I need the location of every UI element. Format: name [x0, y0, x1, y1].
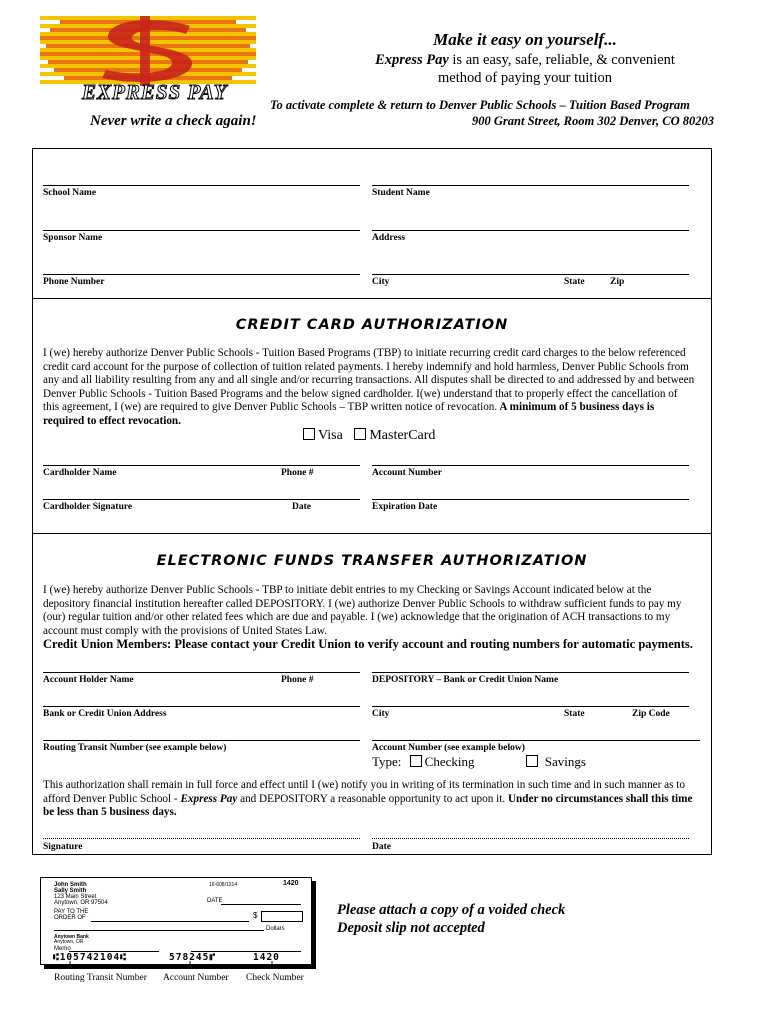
- check-bank2: Anytown, OR: [54, 939, 84, 945]
- check-written-amount-line: [54, 930, 264, 931]
- cc-terms-line: I (we) hereby authorize Denver Public Schools - Tuition Based Programs (TBP) to initiate recurring credit card charges to the below referenced: [43, 347, 686, 359]
- mastercard-label: MasterCard: [369, 428, 436, 443]
- eft-terms-line: account must comply with the provisions of United States Law.: [43, 624, 327, 637]
- savings-label: Savings: [544, 754, 586, 769]
- check-micr-account: 578245⑈: [169, 952, 217, 963]
- depository-label: DEPOSITORY – Bank or Credit Union Name: [372, 675, 559, 685]
- logo-wordmark: EXPRESS PAY: [82, 80, 228, 104]
- signature-line[interactable]: [43, 838, 360, 839]
- slogan: Never write a check again!: [90, 113, 257, 129]
- zip-label: Zip: [610, 277, 625, 287]
- bank-city-label: City: [372, 709, 390, 719]
- eft-phone-label: Phone #: [281, 675, 314, 685]
- eft-terms-line: (our) regular tuition and/or other related fees which are due and payable. I (we) acknowledge that the origination of ACH transactions to my: [43, 611, 671, 624]
- eft-title: ELECTRONIC FUNDS TRANSFER AUTHORIZATION: [156, 553, 588, 569]
- card-type-choices: [303, 428, 435, 444]
- check-name2: Sally Smith: [54, 888, 87, 894]
- type-label: Type:: [372, 754, 402, 769]
- sponsor-name-label: Sponsor Name: [43, 233, 103, 243]
- savings-checkbox[interactable]: [526, 755, 538, 767]
- phone-number-label: Phone Number: [43, 277, 105, 287]
- bank-state-label: State: [564, 709, 585, 719]
- headline: Make it easy on yourself...: [433, 30, 617, 49]
- cc-account-number-line[interactable]: [372, 465, 689, 466]
- cardholder-signature-label: Cardholder Signature: [43, 502, 133, 512]
- state-label: State: [564, 277, 585, 287]
- checking-label: Checking: [424, 754, 475, 769]
- eft-account-number-label: Account Number (see example below): [372, 743, 525, 753]
- cc-terms-bold: A minimum of 5 business days is: [497, 401, 655, 414]
- intro-text: [300, 51, 750, 87]
- check-dollars-label: Dollars: [266, 926, 285, 932]
- deposit-slip-note: Deposit slip not accepted: [337, 920, 485, 936]
- city-state-zip-line[interactable]: [372, 274, 689, 275]
- check-citystate: Anytown, OR 97504: [54, 900, 108, 906]
- student-name-label: Student Name: [372, 188, 430, 198]
- check-name1: John Smith: [54, 882, 87, 888]
- cc-date-label: Date: [292, 502, 311, 512]
- logo-stripes-graphic: [40, 16, 256, 86]
- credit-card-title: CREDIT CARD AUTHORIZATION: [235, 317, 509, 333]
- credit-union-note: Credit Union Members: Please contact your Credit Union to verify account and routing numbers for automatic payments.: [43, 637, 693, 651]
- intro-brand: Express Pay: [375, 52, 449, 68]
- check-payee-line: [91, 921, 249, 922]
- sponsor-name-line[interactable]: [43, 230, 360, 231]
- mastercard-checkbox[interactable]: [354, 428, 366, 440]
- bank-address-label: Bank or Credit Union Address: [43, 709, 167, 719]
- auth-bold: Under no circumstances shall this time: [507, 792, 693, 805]
- checking-checkbox[interactable]: [410, 755, 422, 767]
- cc-account-number-label: Account Number: [372, 468, 442, 478]
- routing-number-line[interactable]: [43, 740, 360, 741]
- visa-label: Visa: [318, 428, 343, 443]
- address-line[interactable]: [372, 230, 689, 231]
- attach-voided-check-note: Please attach a copy of a voided check: [337, 902, 566, 918]
- caption-account: Account Number: [163, 973, 229, 983]
- activate-instructions: To activate complete & return to Denver Public Schools – Tuition Based Program: [270, 98, 690, 112]
- expiration-date-label: Expiration Date: [372, 502, 438, 512]
- check-street: 123 Main Street: [54, 894, 97, 900]
- visa-checkbox[interactable]: [303, 428, 315, 440]
- caption-routing: Routing Transit Number: [54, 973, 147, 983]
- auth-line: and DEPOSITORY a reasonable opportunity to act upon it.: [237, 792, 508, 805]
- eft-terms: [43, 584, 703, 638]
- check-payto1: PAY TO THE: [54, 909, 89, 915]
- account-type-choices: [372, 754, 586, 770]
- caption-check: Check Number: [246, 973, 304, 983]
- cardholder-name-label: Cardholder Name: [43, 468, 117, 478]
- section-divider: [32, 298, 712, 299]
- check-fraction: 16-608/1314: [209, 882, 238, 888]
- address-label: Address: [372, 233, 406, 243]
- school-name-label: School Name: [43, 188, 97, 198]
- bank-city-state-zip-line[interactable]: [372, 706, 689, 707]
- bank-address-line[interactable]: [43, 706, 360, 707]
- check-micr-routing: ⑆105742104⑆: [53, 952, 127, 963]
- section-divider: [32, 533, 712, 534]
- auth-bold: be less than 5 business days.: [43, 806, 177, 819]
- bank-zip-label: Zip Code: [632, 709, 670, 719]
- cc-terms-line: Denver Public Schools - Tuition Based Programs and the below signed cardholder. I(we) understand that to properly effect the cancellation of: [43, 387, 678, 400]
- eft-terms-line: I (we) hereby authorize Denver Public Schools - TBP to initiate debit entries to my Checking or Savings Account indicated below at the: [43, 584, 652, 596]
- auth-line: afford Denver Public School -: [43, 792, 181, 805]
- check-payto2: ORDER OF: [54, 915, 86, 921]
- routing-number-label: Routing Transit Number (see example below): [43, 743, 227, 753]
- authorization-duration-text: [43, 779, 703, 820]
- check-pointer-lines: [40, 961, 320, 971]
- express-pay-logo: [40, 16, 256, 86]
- cc-terms-line: any and all liability resulting from any and all single and/or recurring transactions. All disputes shall be directed to and addressed by and between: [43, 374, 695, 387]
- check-caption-row: [40, 961, 320, 983]
- auth-line: This authorization shall remain in full force and effect until I (we) notify you in writing of its termination in such time and in such manner as to: [43, 779, 685, 791]
- phone-number-line[interactable]: [43, 274, 360, 275]
- signature-label: Signature: [43, 842, 83, 852]
- expiration-date-line[interactable]: [372, 499, 689, 500]
- cc-phone-label: Phone #: [281, 468, 314, 478]
- auth-brand: Express Pay: [180, 792, 238, 805]
- check-dollar-sign: $: [253, 911, 258, 920]
- account-holder-name-label: Account Holder Name: [43, 675, 134, 685]
- eft-date-line[interactable]: [372, 838, 689, 839]
- city-label: City: [372, 277, 390, 287]
- check-number-top: 1420: [283, 880, 299, 887]
- student-name-line[interactable]: [372, 185, 689, 186]
- school-name-line[interactable]: [43, 185, 360, 186]
- cardholder-name-line[interactable]: [43, 465, 360, 466]
- cc-terms-line: this agreement, I (we) are required to give Denver Public Schools – TBP written notice of revocation.: [43, 401, 498, 414]
- check-date-label: DATE: [207, 898, 223, 904]
- check-bank1: Anytown Bank: [54, 934, 89, 940]
- intro-line2: method of paying your tuition: [438, 70, 612, 86]
- eft-account-number-line[interactable]: [372, 740, 700, 741]
- check-amount-box: [261, 911, 303, 922]
- check-date-line: [221, 904, 301, 905]
- depository-line[interactable]: [372, 672, 689, 673]
- credit-card-terms: [43, 347, 703, 429]
- sample-check: [40, 877, 312, 965]
- cardholder-signature-line[interactable]: [43, 499, 360, 500]
- account-holder-name-line[interactable]: [43, 672, 360, 673]
- eft-terms-line: depository financial institution hereafter called DEPOSITORY. I (we) authorize Denver Public Schools to withdraw sufficient funds to pay my: [43, 597, 682, 610]
- mailing-address: 900 Grant Street, Room 302 Denver, CO 80203: [472, 114, 715, 128]
- check-memo: Memo: [54, 946, 71, 952]
- check-micr-number: 1420: [253, 952, 280, 963]
- cc-terms-line: credit card account for the purpose of collection of tuition related payments. I hereby indemnify and hold harmless, Denver Public Schools from: [43, 360, 689, 373]
- cc-terms-bold: required to effect revocation.: [43, 414, 181, 427]
- intro-rest: is an easy, safe, reliable, & convenient: [448, 52, 675, 68]
- eft-date-label: Date: [372, 842, 391, 852]
